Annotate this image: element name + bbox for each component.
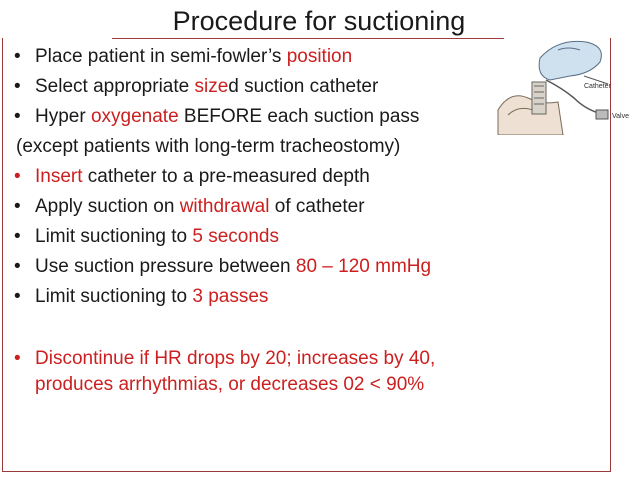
list-item: • Limit suctioning to 5 seconds bbox=[10, 224, 610, 254]
procedure-list bbox=[10, 44, 610, 398]
list-item-warning: • Discontinue if HR drops by 20; increases by 40, produces arrhythmias, or decreases 02 < 90% bbox=[10, 346, 610, 398]
list-item: • Select appropriate sized suction catheter bbox=[10, 74, 610, 104]
slide-title: Procedure for suctioning bbox=[172, 6, 466, 36]
list-item: • Insert catheter to a pre-measured depth bbox=[10, 164, 610, 194]
list-item: • Limit suctioning to 3 passes bbox=[10, 284, 610, 314]
list-spacer bbox=[10, 314, 610, 346]
catheter-label: Catheter bbox=[584, 83, 611, 90]
list-item: • Place patient in semi-fowler’s position bbox=[10, 44, 610, 74]
valve-label: Valve bbox=[612, 113, 629, 120]
list-item: • Hyper oxygenate BEFORE each suction pass bbox=[10, 104, 610, 134]
list-item: • Use suction pressure between 80 – 120 mmHg bbox=[10, 254, 610, 284]
list-item-note: (except patients with long-term tracheostomy) bbox=[16, 136, 401, 157]
list-item: • Apply suction on withdrawal of catheter bbox=[10, 194, 610, 224]
